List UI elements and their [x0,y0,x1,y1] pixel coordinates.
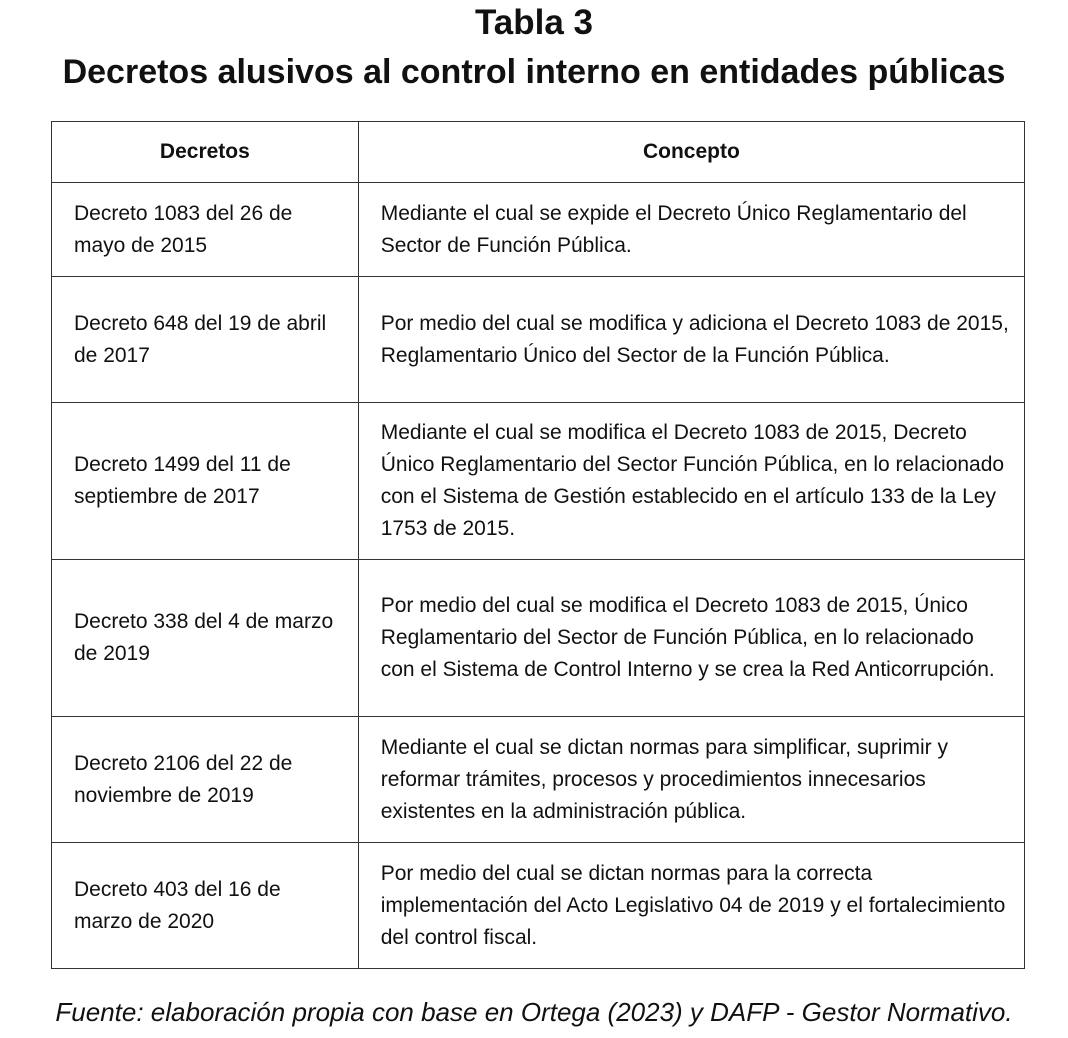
table-row [52,277,1025,403]
decreto-cell: Decreto 338 del 4 de marzo de 2019 [52,560,359,717]
concepto-cell: Mediante el cual se expide el Decreto Único Reglamentario del Sector de Función Pública. [358,183,1024,277]
table-row [52,717,1025,843]
decreto-cell: Decreto 1083 del 26 de mayo de 2015 [52,183,359,277]
column-header-concepto: Concepto [358,122,1024,183]
concepto-cell: Mediante el cual se dictan normas para simplificar, suprimir y reformar trámites, procesos y procedimientos innecesarios existentes en la administración pública. [358,717,1024,843]
concepto-cell: Por medio del cual se modifica y adiciona el Decreto 1083 de 2015, Reglamentario Único del Sector de la Función Pública. [358,277,1024,403]
table-caption: Decretos alusivos al control interno en entidades públicas [62,53,1006,91]
decreto-cell: Decreto 648 del 19 de abril de 2017 [52,277,359,403]
decreto-cell: Decreto 1499 del 11 de septiembre de 2017 [52,403,359,560]
source-note: Fuente: elaboración propia con base en Ortega (2023) y DAFP - Gestor Normativo. [55,997,1013,1027]
decreto-cell: Decreto 2106 del 22 de noviembre de 2019 [52,717,359,843]
concepto-cell: Mediante el cual se modifica el Decreto 1083 de 2015, Decreto Único Reglamentario del Sector Función Pública, en lo relacionado con el Sistema de Gestión establecido en el artículo 133 de la Ley 1753 de 2015. [358,403,1024,560]
column-header-decretos: Decretos [52,122,359,183]
table-header-row [52,122,1025,183]
decreto-cell: Decreto 403 del 16 de marzo de 2020 [52,843,359,969]
table-row [52,843,1025,969]
table-row [52,183,1025,277]
decrees-table [51,121,1025,969]
concepto-cell: Por medio del cual se modifica el Decreto 1083 de 2015, Único Reglamentario del Sector de Función Pública, en lo relacionado con el Sistema de Control Interno y se crea la Red Anticorrupción. [358,560,1024,717]
table-row [52,403,1025,560]
table-label: Tabla 3 [474,3,593,42]
concepto-cell: Por medio del cual se dictan normas para la correcta implementación del Acto Legislativo 04 de 2019 y el fortalecimiento del control fiscal. [358,843,1024,969]
table-row [52,560,1025,717]
